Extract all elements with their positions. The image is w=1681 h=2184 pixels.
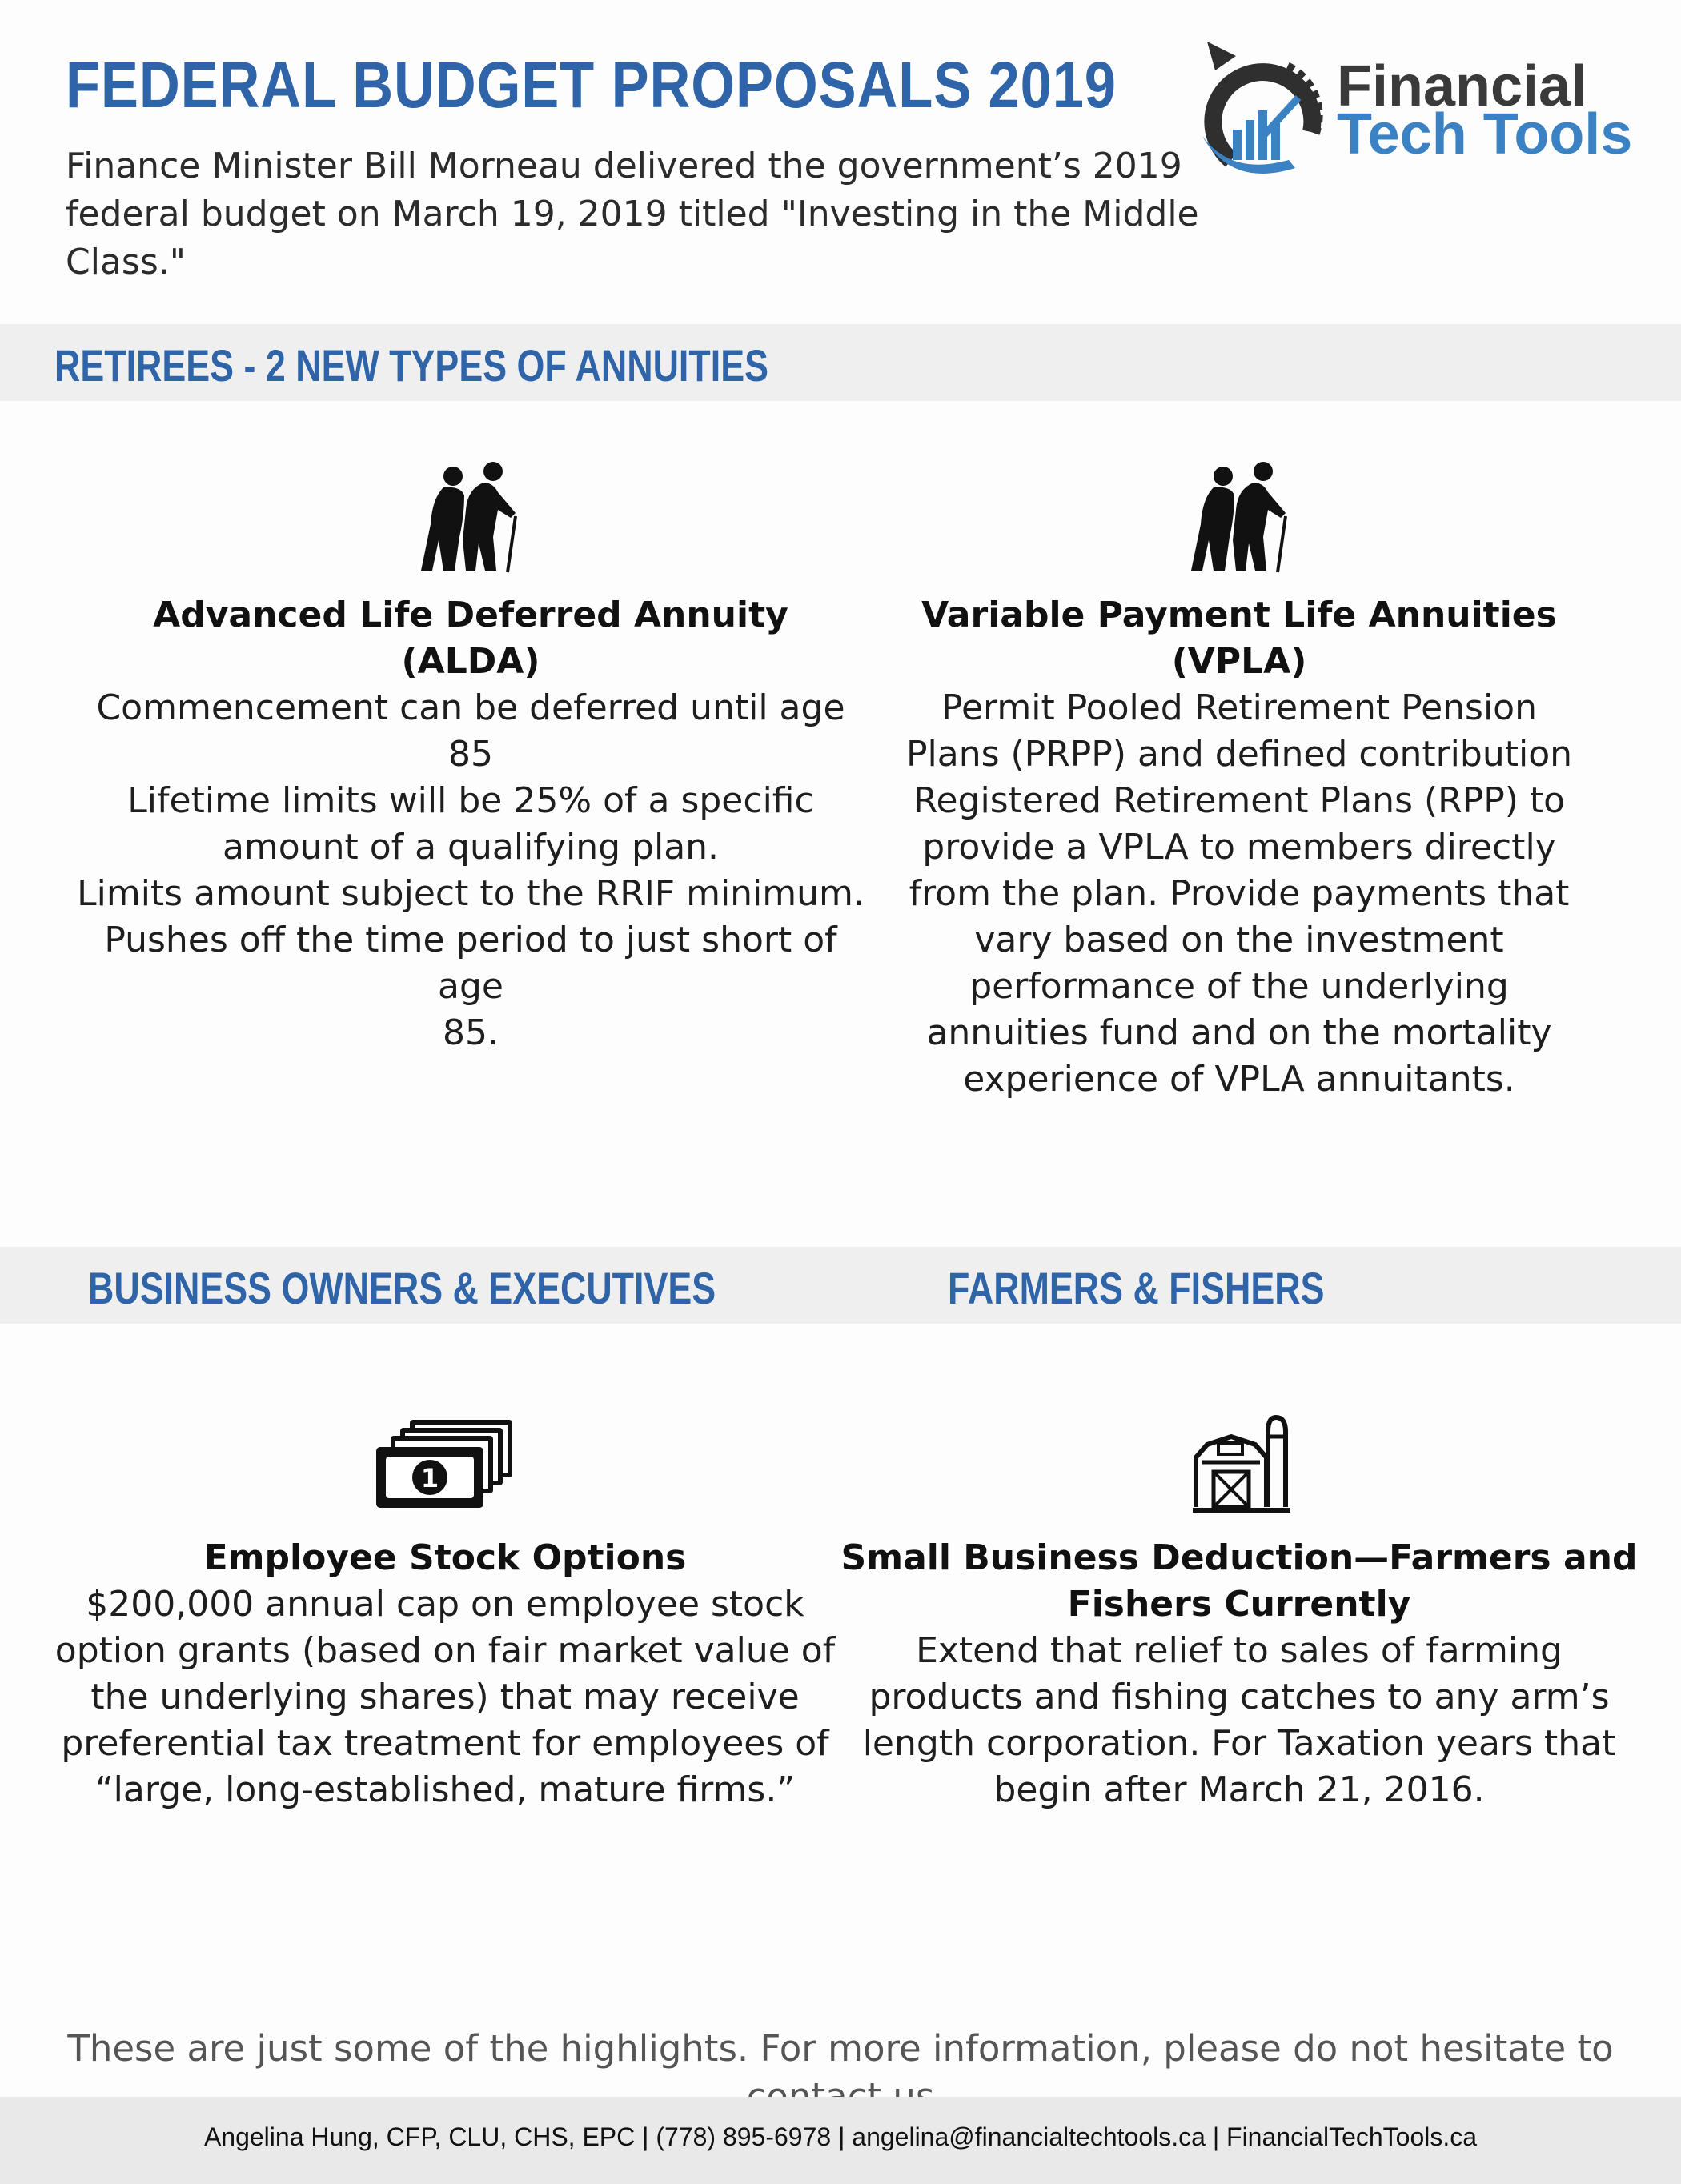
svg-text:1: 1 [420,1463,439,1493]
footer-contact: Angelina Hung, CFP, CLU, CHS, EPC | (778) 895-6978 | angelina@financialtechtools.ca | FinancialTechTools.ca [203,2122,1478,2151]
stock-options-body-line: “large, long-established, mature firms.” [94,1769,796,1810]
retirees-section-title: RETIREES - 2 NEW TYPES OF ANNUITIES [54,340,768,391]
logo-text-line1: Financial [1337,54,1587,118]
footer-bar [0,2097,1681,2184]
alda-body-line: Lifetime limits will be 25% of a specific [127,780,814,821]
vpla-body-line: from the plan. Provide payments that [909,873,1570,914]
vpla-block [839,592,1639,1103]
farmers-body-line: products and fishing catches to any arm’s [869,1677,1610,1717]
farmers-body-line: begin after March 21, 2016. [993,1769,1485,1810]
alda-body-line: Commencement can be deferred until age 85 [96,687,845,775]
page-title: FEDERAL BUDGET PROPOSALS 2019 [66,49,1117,122]
stock-options-heading: Employee Stock Options [203,1537,687,1578]
farmers-body-line: length corporation. For Taxation years that [862,1723,1616,1764]
small-business-deduction-block [839,1535,1639,1813]
alda-body-line: Pushes off the time period to just short of age [104,920,837,1007]
highlights-note: These are just some of the highlights. For more information, please do not hesitate to [67,2027,1614,2070]
alda-body-line: amount of a qualifying plan. [222,827,720,868]
alda-body-line: 85. [443,1012,499,1053]
elderly-couple-icon [1186,460,1298,576]
stock-options-block [45,1535,845,1813]
stock-options-body-line: the underlying shares) that may receive [90,1677,800,1717]
farmers-body-line: Extend that relief to sales of farming [916,1630,1563,1671]
barn-silo-icon [1191,1413,1292,1515]
alda-heading-line2: (ALDA) [401,641,540,682]
business-section-title: BUSINESS OWNERS & EXECUTIVES [88,1263,716,1313]
retirees-section-band [0,324,1681,401]
alda-block [70,592,871,1056]
vpla-body-line: provide a VPLA to members directly [922,827,1556,868]
vpla-body-line: performance of the underlying [969,966,1509,1007]
gauge-chart-logo-icon [1199,40,1327,176]
stock-options-body-line: option grants (based on fair market value of [54,1630,836,1671]
elderly-couple-icon [416,460,528,576]
vpla-body-line: vary based on the investment [974,920,1504,960]
alda-heading-line1: Advanced Life Deferred Annuity [153,595,788,635]
money-stack-icon [375,1417,516,1511]
vpla-body-line: annuities fund and on the mortality [926,1012,1552,1053]
farmers-heading-line2: Fishers Currently [1067,1584,1411,1625]
farmers-heading-line1: Small Business Deduction—Farmers and [840,1537,1638,1578]
business-farmers-section-band [0,1247,1681,1324]
stock-options-body-line: preferential tax treatment for employees of [61,1723,829,1764]
vpla-body-line: Plans (PRPP) and defined contribution [905,734,1573,775]
vpla-heading-line2: (VPLA) [1171,641,1307,682]
intro-paragraph: Finance Minister Bill Morneau delivered the government’s 2019 federal budget on March 19, 2019 titled "Investing in the Middle Class." [66,146,1199,283]
vpla-body-line: Permit Pooled Retirement Pension [941,687,1537,728]
stock-options-body-line: $200,000 annual cap on employee stock [86,1584,804,1625]
company-logo[interactable] [1199,40,1633,184]
alda-body-line: Limits amount subject to the RRIF minimum. [77,873,865,914]
vpla-body-line: Registered Retirement Plans (RPP) to [913,780,1566,821]
logo-text-line2: Tech Tools [1337,102,1633,166]
vpla-body-line: experience of VPLA annuitants. [963,1059,1515,1100]
farmers-section-title: FARMERS & FISHERS [948,1263,1325,1313]
vpla-heading-line1: Variable Payment Life Annuities [921,595,1557,635]
